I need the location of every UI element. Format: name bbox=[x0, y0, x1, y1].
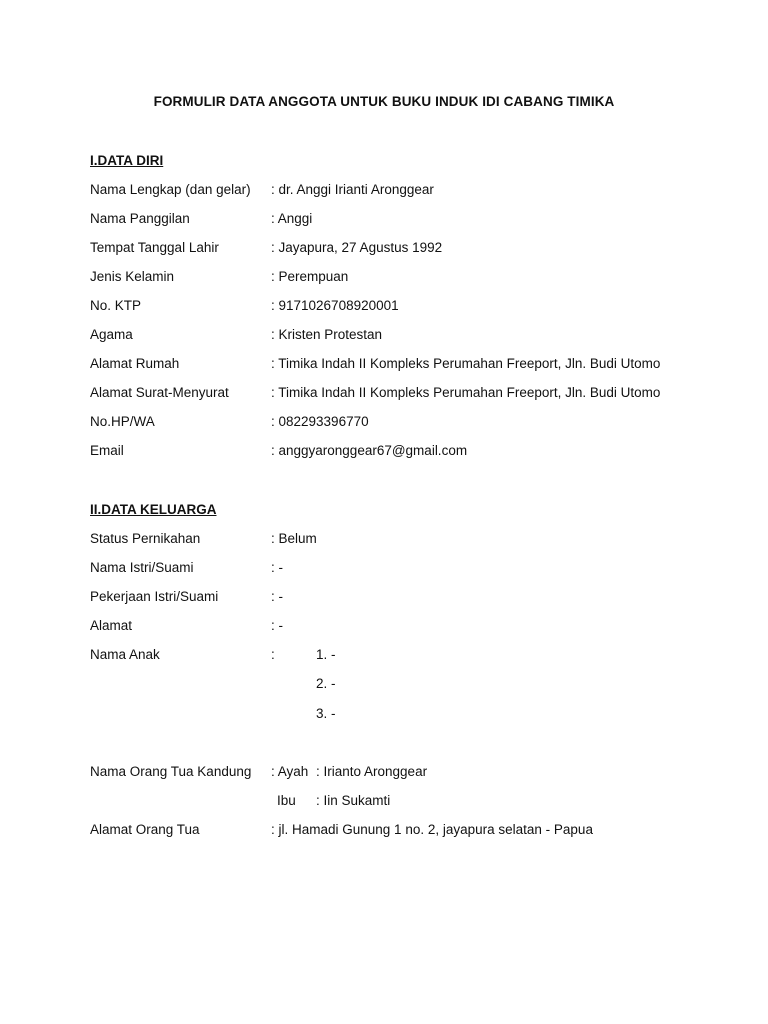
section-heading-data-keluarga: II.DATA KELUARGA bbox=[90, 502, 217, 517]
field-label: No. KTP bbox=[90, 298, 142, 313]
field-label: Nama Panggilan bbox=[90, 211, 190, 226]
field-label: Alamat Rumah bbox=[90, 356, 180, 371]
field-value: : Belum bbox=[271, 531, 317, 546]
field-value: : 082293396770 bbox=[271, 414, 369, 429]
field-value: : Anggi bbox=[271, 211, 313, 226]
field-row-orang-tua-ayah bbox=[90, 762, 710, 782]
field-label: Nama Lengkap (dan gelar) bbox=[90, 182, 251, 197]
child-item: 2. - bbox=[316, 676, 336, 691]
field-label: Alamat Orang Tua bbox=[90, 822, 200, 837]
field-label: Email bbox=[90, 443, 124, 458]
field-label: Status Pernikahan bbox=[90, 531, 201, 546]
mother-name: : Iin Sukamti bbox=[316, 793, 391, 808]
field-value: : - bbox=[271, 618, 283, 633]
field-label: No.HP/WA bbox=[90, 414, 155, 429]
father-role-label: : Ayah bbox=[271, 764, 309, 779]
field-row-nama-lengkap bbox=[90, 180, 710, 200]
mother-role-label: Ibu bbox=[277, 793, 296, 808]
field-row-hp bbox=[90, 412, 710, 432]
field-row-nama-panggilan bbox=[90, 209, 710, 229]
field-label: Tempat Tanggal Lahir bbox=[90, 240, 219, 255]
field-label: Nama Istri/Suami bbox=[90, 560, 194, 575]
field-row-anak-2 bbox=[90, 674, 710, 694]
field-label: Nama Anak bbox=[90, 647, 160, 662]
field-value: : Jayapura, 27 Agustus 1992 bbox=[271, 240, 443, 255]
field-row-pekerjaan-pasangan bbox=[90, 587, 710, 607]
field-label: Agama bbox=[90, 327, 133, 342]
field-row-ttl bbox=[90, 238, 710, 258]
field-label: Alamat Surat-Menyurat bbox=[90, 385, 229, 400]
child-item: 3. - bbox=[316, 706, 336, 721]
field-value: : Timika Indah II Kompleks Perumahan Freeport, Jln. Budi Utomo bbox=[271, 356, 661, 371]
field-row-nama-pasangan bbox=[90, 558, 710, 578]
field-row-alamat-rumah bbox=[90, 354, 710, 374]
field-row-nama-anak bbox=[90, 645, 710, 665]
field-label: Pekerjaan Istri/Suami bbox=[90, 589, 219, 604]
child-item: 1. - bbox=[316, 647, 336, 662]
field-label: Jenis Kelamin bbox=[90, 269, 175, 284]
field-row-anak-3 bbox=[90, 704, 710, 724]
field-value: : Kristen Protestan bbox=[271, 327, 383, 342]
field-row-alamat-orang-tua bbox=[90, 820, 710, 840]
field-row-alamat-surat bbox=[90, 383, 710, 403]
field-value: : Timika Indah II Kompleks Perumahan Freeport, Jln. Budi Utomo bbox=[271, 385, 661, 400]
father-name: : Irianto Aronggear bbox=[316, 764, 428, 779]
field-value: : anggyaronggear67@gmail.com bbox=[271, 443, 468, 458]
field-value: : Perempuan bbox=[271, 269, 349, 284]
field-row-alamat bbox=[90, 616, 710, 636]
section-heading-data-diri: I.DATA DIRI bbox=[90, 153, 164, 168]
field-value: : - bbox=[271, 560, 283, 575]
field-row-jenis-kelamin bbox=[90, 267, 710, 287]
field-row-email bbox=[90, 441, 710, 461]
field-colon: : bbox=[271, 647, 275, 662]
field-row-ktp bbox=[90, 296, 710, 316]
field-row-status-pernikahan bbox=[90, 529, 710, 549]
field-value: : - bbox=[271, 589, 283, 604]
field-row-agama bbox=[90, 325, 710, 345]
field-row-orang-tua-ibu bbox=[90, 791, 710, 811]
document-title: FORMULIR DATA ANGGOTA UNTUK BUKU INDUK IDI CABANG TIMIKA bbox=[153, 94, 615, 109]
field-value: : jl. Hamadi Gunung 1 no. 2, jayapura selatan - Papua bbox=[271, 822, 593, 837]
field-value: : 9171026708920001 bbox=[271, 298, 399, 313]
field-value: : dr. Anggi Irianti Aronggear bbox=[271, 182, 434, 197]
field-label: Nama Orang Tua Kandung bbox=[90, 764, 252, 779]
field-label: Alamat bbox=[90, 618, 133, 633]
